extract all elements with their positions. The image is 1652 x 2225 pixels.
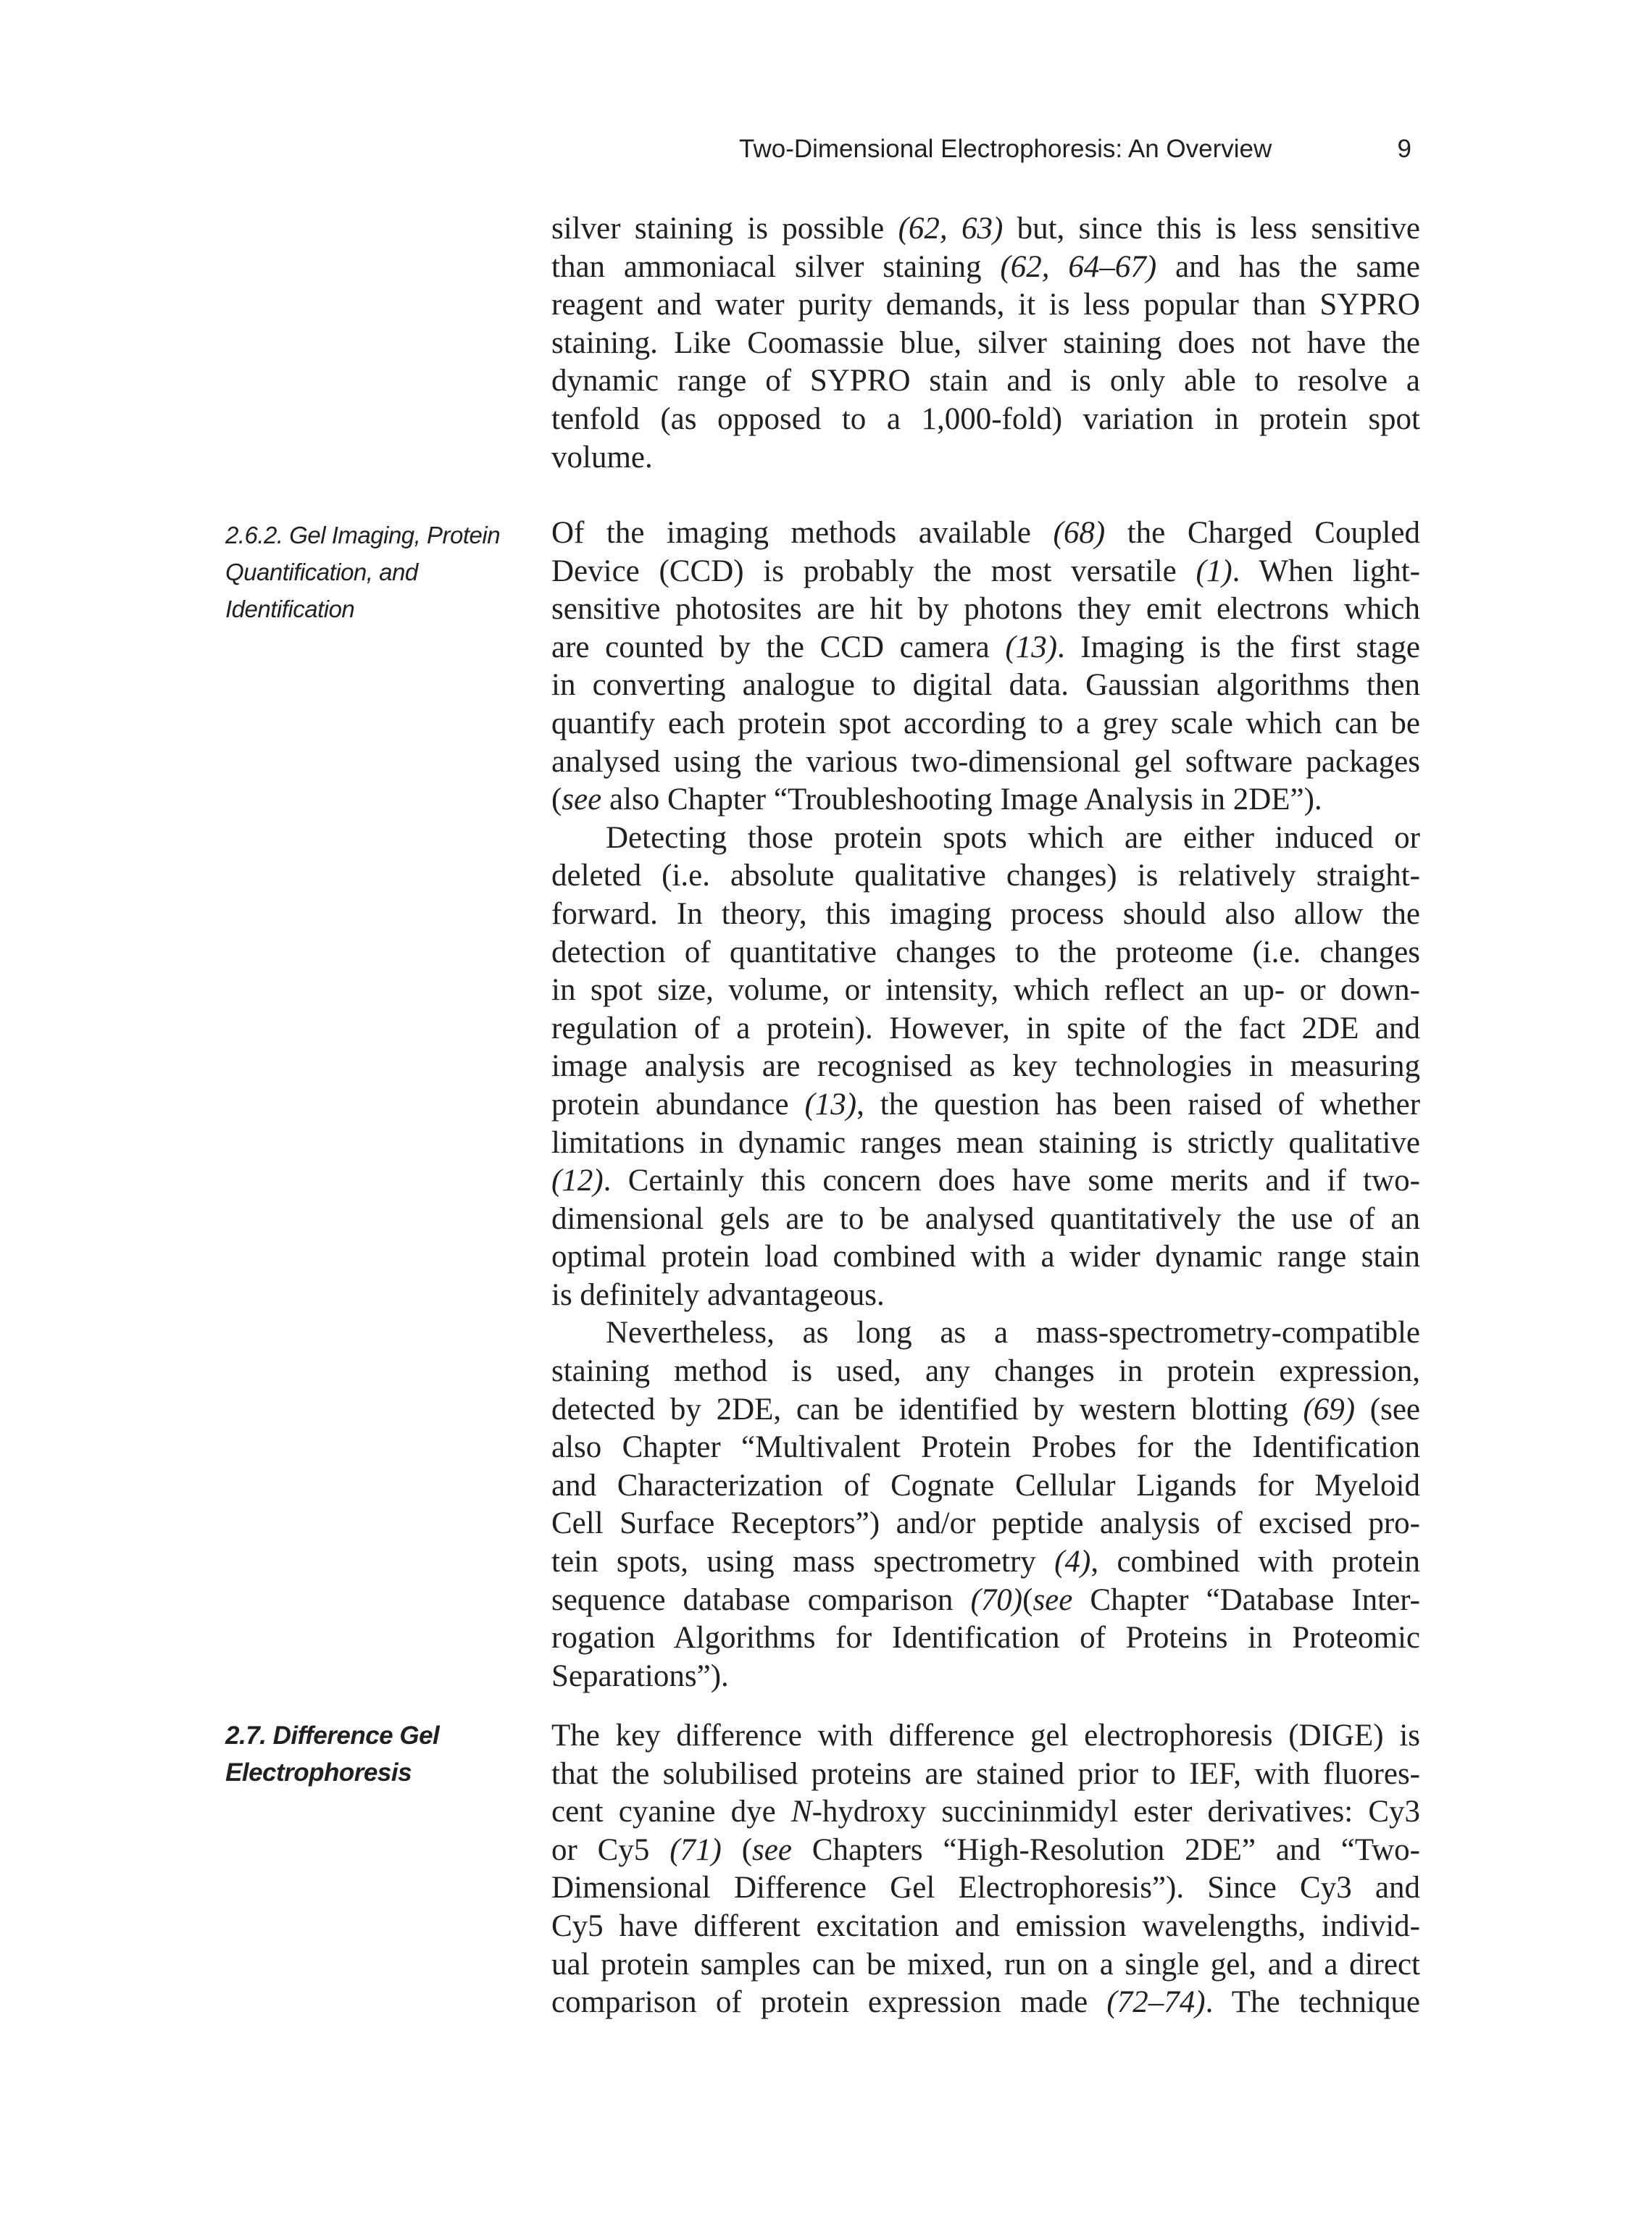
section-gel-imaging [551,514,1420,1695]
text-line: volume. [551,440,653,475]
paragraph-lines [551,819,1420,1315]
text-line: in spot size, volume, or intensity, which reflect an up- or down- [551,973,1420,1008]
section-continuation [551,210,1420,477]
text-line: quantify each protein spot according to a grey scale which can be [551,706,1420,740]
text-line: than ammoniacal silver staining (62, 64–67) and has the same [551,249,1420,284]
text-line: optimal protein load combined with a wider dynamic range stain [551,1240,1420,1274]
text-line: staining. Like Coomassie blue, silver staining does not have the [551,325,1420,360]
text-line: forward. In theory, this imaging process should also allow the [551,896,1420,931]
text-line: Nevertheless, as long as a mass-spectrometry-compatible [606,1316,1420,1351]
text-line: detected by 2DE, can be identified by western blotting (69) (see [551,1392,1420,1427]
text-line: silver staining is possible (62, 63) but, since this is less sensitive [551,212,1420,246]
text-line: analysed using the various two-dimensional gel software packages [551,744,1420,779]
text-line: Detecting those protein spots which are either induced or [606,820,1420,855]
text-line: is definitely advantageous. [551,1277,885,1312]
text-line: tein spots, using mass spectrometry (4), combined with protein [551,1545,1420,1579]
text-line: Cy5 have different excitation and emission wavelengths, individ- [551,1908,1420,1943]
paragraph-lines [551,210,1420,477]
paragraph-lines [551,514,1420,819]
running-title: Two-Dimensional Electrophoresis: An Overview [739,135,1272,163]
text-line: staining method is used, any changes in protein expression, [551,1354,1420,1389]
text-line: Dimensional Difference Gel Electrophoresis”). Since Cy3 and [551,1871,1420,1905]
text-line: protein abundance (13), the question has been raised of whether [551,1087,1421,1122]
text-line: sequence database comparison (70)(see Chapter “Database Inter- [551,1582,1420,1617]
section-dige [551,1717,1420,2022]
text-line: also Chapter “Multivalent Protein Probes for the Identification [551,1430,1420,1465]
text-line: Of the imaging methods available (68) the Charged Coupled [551,516,1420,550]
text-line: and Characterization of Cognate Cellular Ligands for Myeloid [551,1468,1420,1503]
text-line: cent cyanine dye N-hydroxy succininmidyl ester derivatives: Cy3 [551,1795,1421,1829]
text-line: Cell Surface Receptors”) and/or peptide analysis of excised pro- [551,1506,1420,1541]
text-line: dynamic range of SYPRO stain and is only able to resolve a [551,364,1420,398]
text-line: The key difference with difference gel electrophoresis (DIGE) is [551,1719,1420,1753]
text-line: image analysis are recognised as key technologies in measuring [551,1049,1420,1084]
text-line: Device (CCD) is probably the most versatile (1). When light- [551,554,1420,588]
text-line: dimensional gels are to be analysed quantitatively the use of an [551,1201,1420,1236]
text-line: detection of quantitative changes to the proteome (i.e. changes [551,935,1420,969]
text-line: that the solubilised proteins are stained prior to IEF, with fluores- [551,1756,1420,1791]
paragraph-lines [551,1314,1420,1695]
text-line: Separations”). [551,1658,729,1693]
text-line: limitations in dynamic ranges mean staining is strictly qualitative [551,1125,1420,1160]
text-line: reagent and water purity demands, it is less popular than SYPRO [551,288,1420,322]
text-line: in converting analogue to digital data. Gaussian algorithms then [551,668,1420,703]
section-heading-dige: 2.7. Difference Gel Electrophoresis [225,1721,440,1787]
paragraph-lines [551,1717,1420,2022]
text-line: tenfold (as opposed to a 1,000-fold) variation in protein spot [551,401,1420,436]
text-line: rogation Algorithms for Identification of Proteins in Proteomic [551,1621,1420,1656]
page-number: 9 [1397,135,1411,163]
text-line: deleted (i.e. absolute qualitative changes) is relatively straight- [551,859,1420,893]
running-head [725,128,1411,171]
text-line: comparison of protein expression made (72–74). The technique [551,1985,1420,2020]
section-heading-gel-imaging: 2.6.2. Gel Imaging, Protein Quantification, and Identification [225,522,501,622]
text-line: sensitive photosites are hit by photons they emit electrons which [551,592,1420,627]
text-line: (see also Chapter “Troubleshooting Image Analysis in 2DE”). [551,782,1322,817]
text-line: regulation of a protein). However, in spite of the fact 2DE and [551,1011,1420,1045]
text-line: ual protein samples can be mixed, run on a single gel, and a direct [551,1947,1420,1982]
text-line: (12). Certainly this concern does have some merits and if two- [551,1164,1420,1198]
text-line: or Cy5 (71) (see Chapters “High-Resolution 2DE” and “Two- [551,1832,1420,1867]
text-line: are counted by the CCD camera (13). Imaging is the first stage [551,630,1420,664]
